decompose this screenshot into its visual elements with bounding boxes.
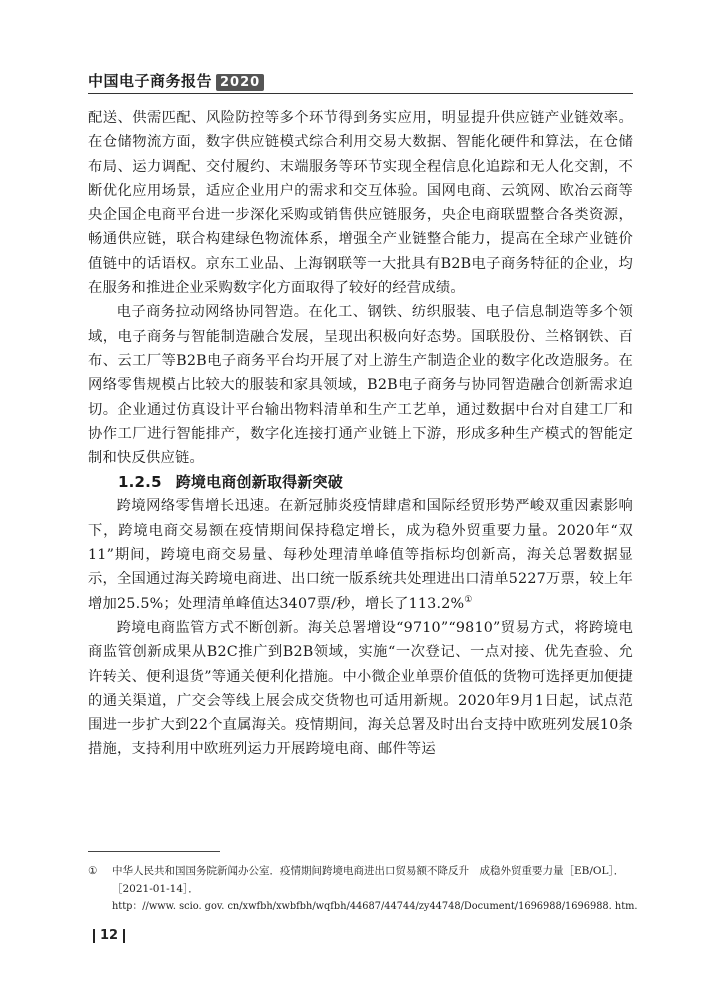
- page-number-bar-right: [123, 929, 125, 943]
- report-year-badge: 2020: [216, 74, 264, 91]
- running-header: [88, 62, 633, 96]
- page-number-text: 12: [100, 928, 119, 943]
- page-number: [88, 928, 130, 943]
- paragraph-cross-border-retail: [88, 494, 633, 615]
- footnote-citation: 中华人民共和国国务院新闻办公室．疫情期间跨境电商进出口贸易额不降反升 成稳外贸重要力量［EB/OL］．［2021-01-14］．: [112, 865, 625, 895]
- footnote-separator: [88, 851, 220, 852]
- report-title: [88, 70, 264, 91]
- section-number: 1.2.5: [118, 473, 162, 492]
- paragraph-cross-border-retail-text: 跨境网络零售增长迅速。在新冠肺炎疫情肆虐和国际经贸形势严峻双重因素影响下，跨境电商交易额在疫情期间保持稳定增长，成为稳外贸重要力量。2020年“双11”期间，跨境电商交易量、每秒处理清单峰值等指标均创新高，海关总署数据显示，全国通过海关跨境电商进、出口统一版系统共处理进出口清单5227万票，较上年增加25.5%；处理清单峰值达3407票/秒，增长了113.2%: [88, 498, 633, 612]
- section-heading: [88, 470, 633, 494]
- page-body: [88, 106, 633, 762]
- report-title-text: 中国电子商务报告: [88, 72, 213, 90]
- page-number-bar-left: [93, 929, 95, 943]
- section-title: 跨境电商创新取得新突破: [175, 473, 343, 492]
- footnote-reference[interactable]: ①: [464, 594, 473, 605]
- paragraph-cross-border-regulation: 跨境电商监管方式不断创新。海关总署增设“9710”“9810”贸易方式，将跨境电商监管创新成果从B2C推广到B2B领域，实施“一次登记、一点对接、优先查验、允许转关、便利退货”等通关便利化措施。中小微企业单票价值低的货物可选择更加便捷的通关渠道，广交会等线上展会成交货物也可适用新规。2020年9月1日起，试点范围进一步扩大到22个直属海关。疫情期间，海关总署及时出台支持中欧班列发展10条措施，支持利用中欧班列运力开展跨境电商、邮件等运: [88, 619, 633, 758]
- footnote: [88, 862, 638, 916]
- header-rule: [88, 93, 633, 94]
- paragraph-continued: 配送、供需匹配、风险防控等多个环节得到务实应用，明显提升供应链产业链效率。在仓储物流方面，数字供应链模式综合利用交易大数据、智能化硬件和算法，在仓储布局、运力调配、交付履约、末端服务等环节实现全程信息化追踪和无人化交割，不断优化应用场景，适应企业用户的需求和交互体验。国网电商、云筑网、欧冶云商等央企国企电商平台进一步深化采购或销售供应链服务，央企电商联盟整合各类资源，畅通供应链，联合构建绿色物流体系，增强全产业链整合能力，提高在全球产业链价值链中的话语权。京东工业品、上海钢联等一大批具有B2B电子商务特征的企业，均在服务和推进企业采购数字化方面取得了较好的经营成绩。: [88, 110, 633, 297]
- footnote-url[interactable]: http：//www. scio. gov. cn/xwfbh/xwbfbh/wqfbh/44687/44744/zy44748/Document/1696988/1696988. htm.: [112, 901, 638, 912]
- paragraph-network-manufacturing: 电子商务拉动网络协同智造。在化工、钢铁、纺织服装、电子信息制造等多个领域，电子商务与智能制造融合发展，呈现出积极向好态势。国联股份、兰格钢铁、百布、云工厂等B2B电子商务平台均开展了对上游生产制造企业的数字化改造服务。在网络零售规模占比较大的服装和家具领域，B2B电子商务与协同智造融合创新需求迫切。企业通过仿真设计平台输出物料清单和生产工艺单，通过数据中台对自建工厂和协作工厂进行智能排产，数字化连接打通产业链上下游，形成多种生产模式的智能定制和快反供应链。: [88, 304, 633, 467]
- footnote-mark: ①: [88, 865, 98, 877]
